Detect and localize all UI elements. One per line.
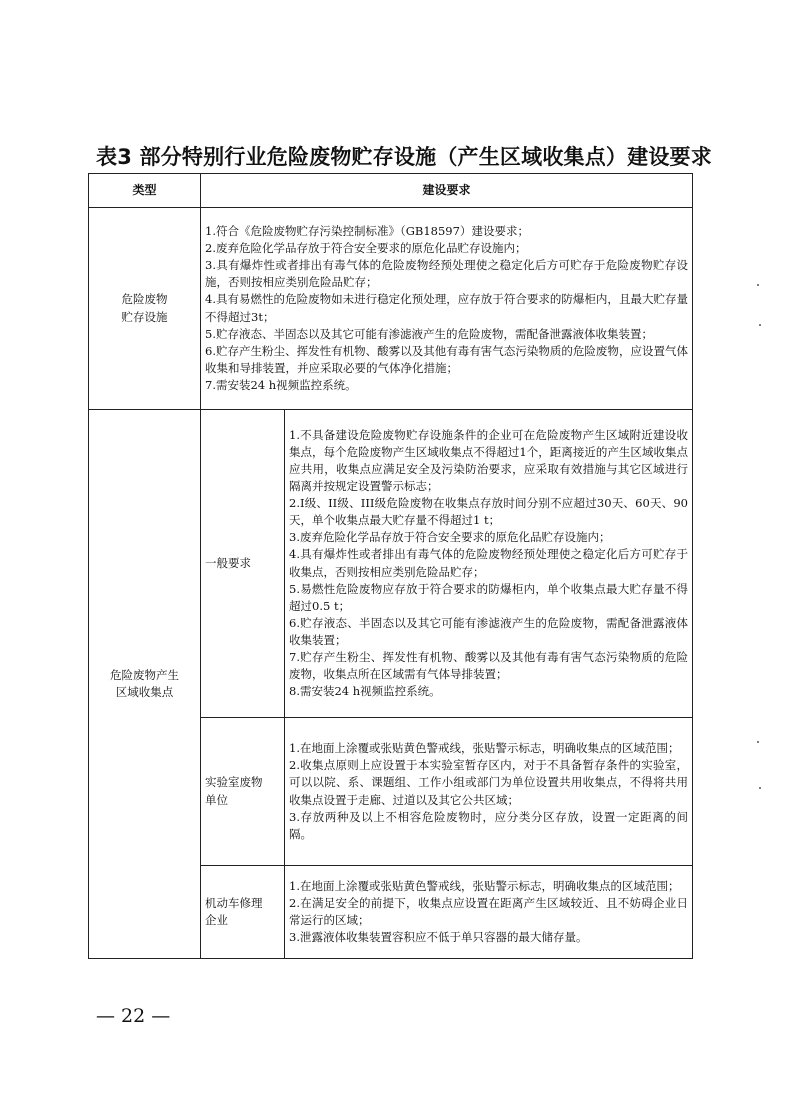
requirements-table <box>88 173 693 959</box>
requirement-item: 1.在地面上涂覆或张贴黄色警戒线，张贴警示标志，明确收集点的区域范围； <box>289 878 680 893</box>
scan-speck <box>759 324 761 326</box>
requirement-item: 8.需安装24 h视频监控系统。 <box>289 684 441 699</box>
row-storage-facility <box>89 208 693 410</box>
requirement-item: 5.易燃性危险废物应存放于符合要求的防爆柜内，单个收集点最大贮存量不得超过0.5 t； <box>289 581 689 613</box>
header-requirements: 建设要求 <box>201 174 693 208</box>
scan-speck <box>757 284 759 286</box>
requirement-item: 1.不具备建设危险废物贮存设施条件的企业可在危险废物产生区域附近建设收集点，每个危险废物产生区域收集点不得超过1个，距离接近的产生区域收集点应共用，收集点应满足安全及污染防治要求，应采取有效措施与其它区域进行隔离并按规定设置警示标志； <box>289 427 689 494</box>
requirements-general <box>285 410 693 718</box>
requirement-item: 5.贮存液态、半固态以及其它可能有渗滤液产生的危险废物，需配备泄露液体收集装置； <box>205 326 653 341</box>
requirement-item: 7.需安装24 h视频监控系统。 <box>205 377 357 392</box>
scan-speck <box>757 741 759 743</box>
requirement-item: 3.存放两种及以上不相容危险废物时，应分类分区存放，设置一定距离的间隔。 <box>289 809 689 841</box>
requirement-item: 4.具有易燃性的危险废物如未进行稳定化预处理，应存放于符合要求的防爆柜内，且最大贮存量不得超过3t； <box>205 292 689 324</box>
row-general-requirements <box>89 410 693 718</box>
requirement-item: 6.贮存液态、半固态以及其它可能有渗滤液产生的危险废物，需配备泄露液体收集装置； <box>289 615 689 647</box>
requirements-auto-repair <box>285 866 693 959</box>
requirement-item: 2.废弃危险化学品存放于符合安全要求的原危化品贮存设施内； <box>205 241 527 256</box>
requirement-item: 3.废弃危险化学品存放于符合安全要求的原危化品贮存设施内； <box>289 530 611 545</box>
requirement-item: 4.具有爆炸性或者排出有毒气体的危险废物经预处理使之稳定化后方可贮存于收集点，否则按相应类别危险品贮存； <box>289 547 689 579</box>
subcategory-laboratory: 实验室废物 单位 <box>201 718 285 866</box>
table-header-row <box>89 174 693 208</box>
requirement-item: 1.在地面上涂覆或张贴黄色警戒线，张贴警示标志，明确收集点的区域范围； <box>289 741 680 756</box>
table-title: 表3 部分特别行业危险废物贮存设施（产生区域收集点）建设要求 <box>96 145 712 169</box>
category-storage-facility: 危险废物 贮存设施 <box>89 208 201 410</box>
header-type: 类型 <box>89 174 201 208</box>
requirement-item: 3.泄露液体收集装置容积应不低于单只容器的最大储存量。 <box>289 930 588 945</box>
subcategory-general: 一般要求 <box>201 410 285 718</box>
category-collection-point: 危险废物产生 区域收集点 <box>89 410 201 959</box>
requirement-item: 7.贮存产生粉尘、挥发性有机物、酸雾以及其他有毒有害气态污染物质的危险废物，收集点所在区域需有气体导排装置； <box>289 649 689 682</box>
requirement-item: 1.符合《危险废物贮存污染控制标准》（GB18597）建设要求； <box>205 224 529 239</box>
requirements-storage-facility <box>201 208 693 410</box>
subcategory-auto-repair: 机动车修理 企业 <box>201 866 285 959</box>
requirement-item: 2.I级、II级、III级危险废物在收集点存放时间分别不应超过30天、60天、90天，单个收集点最大贮存量不得超过1 t； <box>289 496 689 528</box>
requirement-item: 2.收集点原则上应设置于本实验室暂存区内，对于不具备暂存条件的实验室，可以以院、系、课题组、工作小组或部门为单位设置共用收集点，不得将共用收集点设置于走廊、过道以及其它公共区域； <box>289 758 689 807</box>
requirement-item: 3.具有爆炸性或者排出有毒气体的危险废物经预处理使之稳定化后方可贮存于危险废物贮存设施，否则按相应类别危险品贮存； <box>205 258 689 290</box>
scan-speck <box>759 787 761 789</box>
page-number: — 22 — <box>96 1005 171 1027</box>
requirements-laboratory <box>285 718 693 866</box>
requirement-item: 2.在满足安全的前提下，收集点应设置在距离产生区域较近、且不妨碍企业日常运行的区域； <box>289 895 689 927</box>
requirement-item: 6.贮存产生粉尘、挥发性有机物、酸雾以及其他有毒有害气态污染物质的危险废物，应设置气体收集和导排装置，并应采取必要的气体净化措施； <box>205 343 689 375</box>
